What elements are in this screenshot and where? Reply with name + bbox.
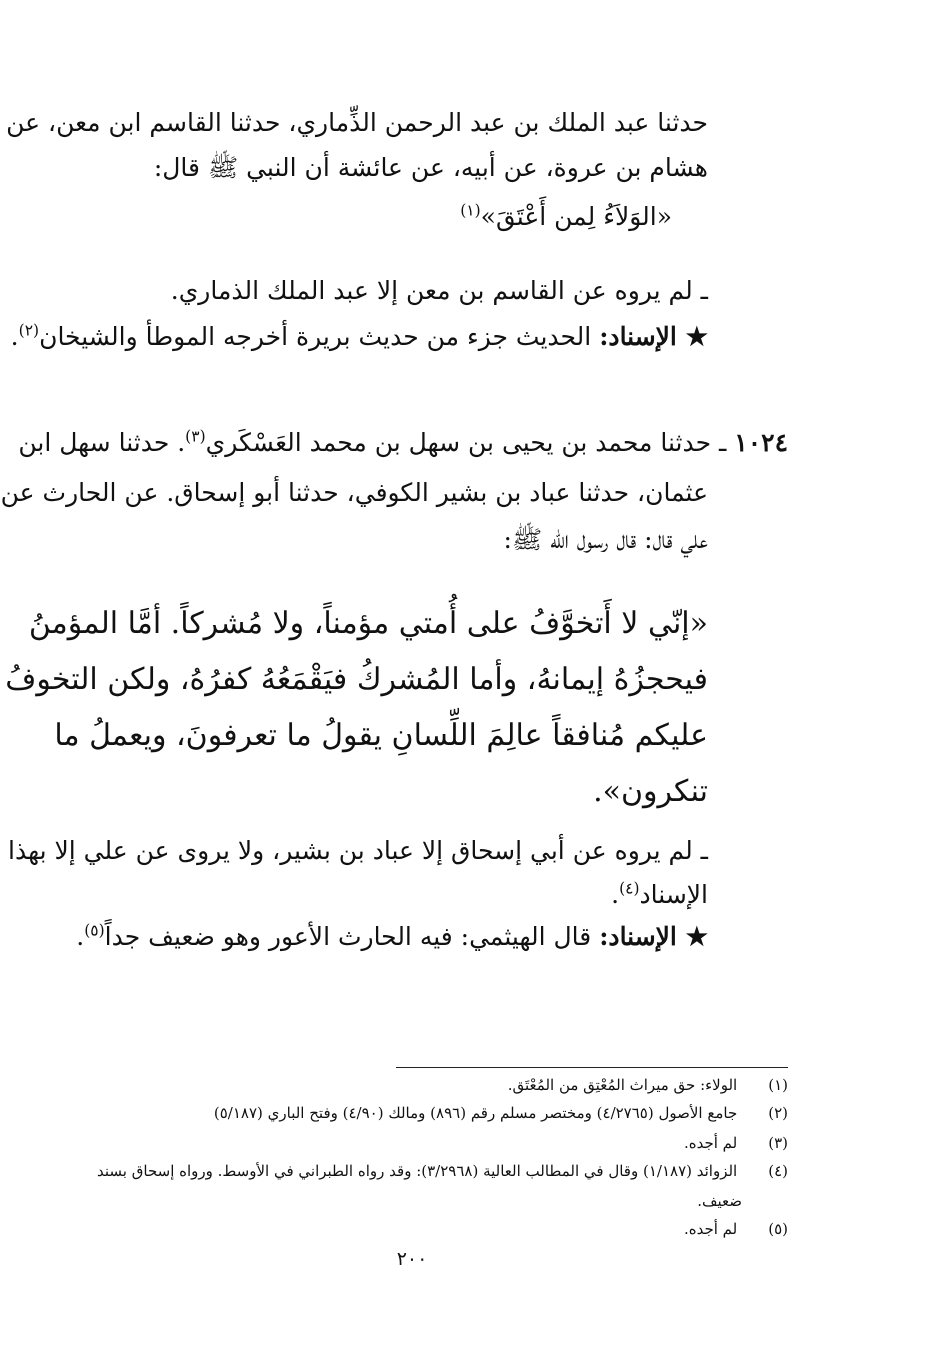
isnad-grade (11, 322, 708, 351)
footnote-separator (396, 1067, 788, 1068)
isnad-grade (76, 922, 708, 951)
grade-end: . (76, 922, 85, 951)
footnote-item (684, 1134, 788, 1152)
footnote-number: (١) (768, 1076, 788, 1094)
footnote-text: لم أجده. (683, 1134, 738, 1152)
footnote-item (684, 1220, 788, 1238)
grade-text: قال الهيثمي: فيه الحارث الأعور وهو ضعيف جداً (104, 922, 592, 951)
narration-note: ـ لم يروه عن أبي إسحاق إلا عباد بن بشير، ولا يروى عن علي إلا بهذا (8, 836, 708, 865)
isnad-line (18, 428, 788, 457)
footnote-ref: (١) (460, 201, 481, 220)
hadith-matn (460, 202, 672, 231)
footnote-ref: (٤) (619, 879, 640, 898)
grade-text: الحديث جزء من حديث بريرة أخرجه الموطأ والشيخان (39, 322, 592, 351)
grade-label: ★ الإسناد: (599, 322, 708, 351)
footnote-ref: (٣) (185, 427, 206, 446)
footnote-number: (٣) (768, 1134, 788, 1152)
footnote-text: الزوائد (١/١٨٧) وقال في المطالب العالية (٣/٢٩٦٨): وقد رواه الطبراني في الأوسط. ورواه إسحاق بسند (97, 1162, 738, 1180)
isnad-line: عثمان، حدثنا عباد بن بشير الكوفي، حدثنا أبو إسحاق. عن الحارث عن (0, 478, 708, 507)
matn-text: «الوَلاَءُ لِمن أَعْتَقَ» (480, 202, 672, 231)
isnad-lead: ـ حدثنا محمد بن يحيى بن سهل بن محمد العَسْكَري (205, 428, 727, 457)
grade-end: . (10, 322, 19, 351)
narration-note: ـ لم يروه عن القاسم بن معن إلا عبد الملك الذماري. (170, 276, 708, 305)
isnad-tail: . حدثنا سهل ابن (18, 428, 186, 457)
grade-label: ★ الإسناد: (599, 922, 708, 951)
footnote-text: جامع الأصول (٤/٢٧٦٥) ومختصر مسلم رقم (٨٩٦) ومالك (٤/٩٠) وفتح الباري (٥/١٨٧) (213, 1104, 738, 1122)
isnad-line: علي قال: قال رسول الله ﷺ: (503, 525, 708, 554)
footnote-number: (٥) (768, 1220, 788, 1238)
hadith-matn: تنكرون». (593, 774, 708, 809)
footnote-ref: (٢) (18, 321, 40, 340)
footnote-item (97, 1162, 788, 1180)
footnote-number: (٢) (768, 1104, 788, 1122)
footnote-continuation: ضعيف. (697, 1192, 742, 1210)
footnote-text: لم أجده. (683, 1220, 738, 1238)
hadith-matn: فيحجزُهُ إيمانهُ، وأما المُشركُ فيَقْمَعُهُ كفرُهُ، ولكن التخوفُ (5, 662, 708, 697)
narration-note (611, 880, 708, 909)
footnote-ref: (٥) (84, 921, 105, 940)
hadith-matn: «إنّي لا أَتخوَّفُ على أُمتي مؤمناً، ولا مُشركاً. أمَّا المؤمنُ (28, 606, 708, 641)
footnote-item (214, 1104, 788, 1122)
hadith-number: ١٠٢٤ (734, 428, 788, 457)
note-text: الإسناد (639, 880, 708, 909)
page-number: ٢٠٠ (396, 1248, 428, 1270)
footnote-text: الولاء: حق ميراث المُعْتِق من المُعْتَق. (507, 1076, 738, 1094)
isnad-line: هشام بن عروة، عن أبيه، عن عائشة أن النبي ﷺ قال: (153, 153, 708, 182)
hadith-matn: عليكم مُنافقاً عالِمَ اللِّسانِ يقولُ ما تعرفونَ، ويعملُ ما (54, 718, 708, 753)
footnote-item (508, 1076, 788, 1094)
footnote-number: (٤) (768, 1162, 788, 1180)
isnad-line: حدثنا عبد الملك بن عبد الرحمن الذِّماري، حدثنا القاسم ابن معن، عن (6, 108, 708, 137)
note-end: . (611, 880, 620, 909)
